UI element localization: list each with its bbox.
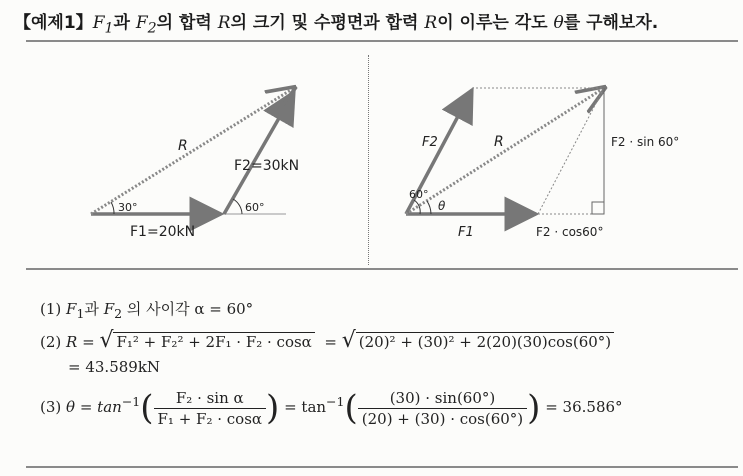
eq3-inv: −1: [121, 394, 141, 409]
eq3-numerator-1: F₂ · sin α: [154, 389, 267, 409]
eq1-f2-sub: 2: [114, 306, 123, 321]
bottom-rule: [26, 466, 738, 468]
title-f1: F: [92, 13, 105, 33]
eq2-radicand-1: F₁² + F₂² + 2F₁ · F₂ · cosα: [113, 332, 314, 351]
title-part5: 를 구해보자.: [563, 13, 659, 33]
title-part3: 의 크기 및 수평면과 합력: [230, 13, 425, 33]
eq1-f1: F: [66, 300, 77, 318]
right-angle-60: 60°: [409, 188, 429, 201]
eq2-radicand-2: (20)² + (30)² + 2(20)(30)cos(60°): [356, 332, 614, 351]
paren-close-icon: ): [266, 388, 280, 428]
eq2-number: (2): [40, 333, 62, 351]
right-r-label: R: [494, 134, 504, 150]
sqrt-icon: √: [341, 328, 356, 353]
middle-rule: [26, 268, 738, 270]
right-r-arrow: [406, 88, 604, 214]
left-force-triangle: [91, 88, 299, 240]
eq3-mid: = tan: [284, 398, 327, 416]
eq3-denominator-2: (20) + (30) · cos(60°): [361, 409, 524, 428]
equation-2-result: = 43.589kN: [68, 358, 161, 376]
right-f2-label: F2: [422, 135, 438, 150]
eq3-denominator-1: F₁ + F₂ · cosα: [157, 409, 263, 428]
equation-1: [40, 298, 253, 321]
title-f1-sub: 1: [104, 20, 114, 37]
eq3-numerator-2: (30) · sin(60°): [358, 389, 527, 409]
left-f1-label: F1=20kN: [130, 224, 196, 240]
left-r-label: R: [178, 138, 188, 154]
force-figures: [26, 60, 726, 260]
left-angle-30: 30°: [118, 201, 138, 214]
left-30-arc: [111, 202, 114, 214]
paren-open-icon: (: [140, 388, 154, 428]
top-rule: [26, 40, 738, 42]
eq1-mid: 과: [84, 300, 99, 318]
left-angle-60: 60°: [245, 201, 265, 214]
right-angle-marker: [592, 202, 604, 214]
eq2-equals: =: [324, 333, 337, 351]
right-f1-label: F1: [458, 225, 474, 240]
eq3-result: = 36.586°: [545, 398, 623, 416]
eq1-number: (1): [40, 300, 62, 318]
left-f2-label: F2=30kN: [234, 158, 300, 174]
eq3-number: (3): [40, 398, 62, 416]
left-60-arc: [233, 199, 242, 214]
eq3-inv2: −1: [326, 394, 345, 409]
eq1-f1-sub: 1: [76, 306, 85, 321]
title-theta: θ: [553, 13, 564, 33]
title-f2-sub: 2: [147, 20, 157, 37]
title-part1: 과: [113, 13, 136, 33]
right-force-parallelogram: [406, 88, 679, 240]
eq1-f2: F: [103, 300, 115, 318]
title-r2: R: [424, 13, 438, 33]
title-f2: F: [135, 13, 148, 33]
example-title: [14, 8, 734, 36]
right-theta-arc: [427, 201, 431, 214]
sqrt-icon: √: [99, 328, 114, 353]
title-part2: 의 합력: [156, 13, 218, 33]
right-side-edge: [538, 88, 604, 214]
paren-open-icon: (: [344, 388, 358, 428]
title-part4: 이 이루는 각도: [437, 13, 554, 33]
eq3-fraction-2: [358, 389, 527, 428]
right-f2cos-label: F2 · cos60°: [536, 225, 604, 239]
equation-3: [40, 388, 623, 428]
paren-close-icon: ): [527, 388, 541, 428]
eq3-fraction-1: [154, 389, 267, 428]
right-f2sin-label: F2 · sin 60°: [611, 135, 680, 149]
title-r1: R: [217, 13, 231, 33]
eq1-rest: 의 사이각 α = 60°: [126, 300, 254, 318]
equation-2: [40, 328, 614, 353]
eq2-lhs: R =: [66, 333, 95, 351]
right-theta-label: θ: [438, 199, 446, 213]
left-r-arrow: [91, 88, 294, 214]
example-prefix: 【예제1】: [14, 13, 93, 33]
eq3-lhs: θ = tan: [66, 398, 122, 416]
